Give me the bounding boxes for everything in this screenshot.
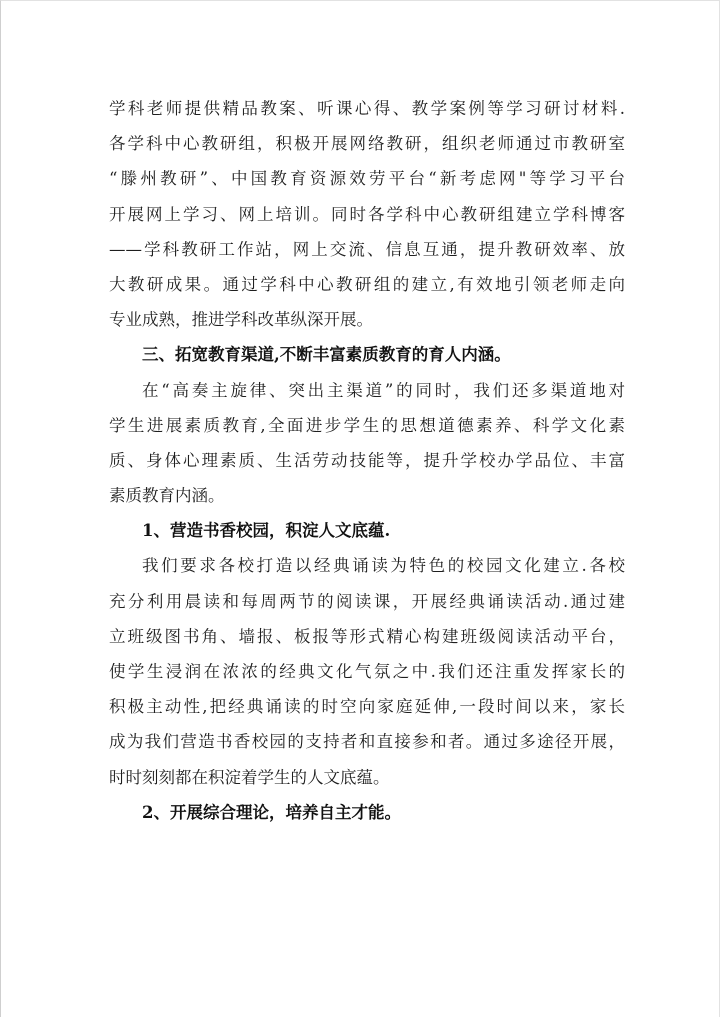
text-line: 成为我们营造书香校园的支持者和直接参和者。通过多途径开展， [109, 732, 625, 752]
text-line: 大教研成果。通过学科中心教研组的建立,有效地引领老师走向 [109, 274, 625, 294]
text-line: 积极主动性,把经典诵读的时空向家庭延伸,一段时间以来，家长 [109, 697, 625, 717]
text-line: 时时刻刻都在积淀着学生的人文底蕴。 [109, 767, 390, 787]
section-heading: 2、开展综合理论，培养自主才能。 [142, 802, 401, 822]
text-line: 专业成熟，推进学科改革纵深开展。 [109, 310, 373, 330]
text-line: 充分利用晨读和每周两节的阅读课，开展经典诵读活动.通过建 [109, 591, 625, 611]
text-line: 学生进展素质教育,全面进步学生的思想道德素养、科学文化素 [109, 415, 625, 435]
text-line: 素质教育内涵。 [109, 486, 225, 506]
text-line: 质、身体心理素质、生活劳动技能等，提升学校办学品位、丰富 [109, 450, 625, 470]
text-line: 立班级图书角、墙报、板报等形式精心构建班级阅读活动平台， [109, 626, 625, 646]
text-line: 学科老师提供精品教案、听课心得、教学案例等学习研讨材料. [109, 99, 625, 118]
text-line: 在“高奏主旋律、突出主渠道”的同时，我们还多渠道地对 [142, 380, 625, 400]
text-line: 使学生浸润在浓浓的经典文化气氛之中.我们还注重发挥家长的 [109, 662, 625, 681]
text-line: 各学科中心教研组，积极开展网络教研，组织老师通过市教研室 [109, 134, 625, 154]
section-heading: 1、营造书香校园，积淀人文底蕴. [142, 521, 391, 541]
section-heading: 三、拓宽教育渠道,不断丰富素质教育的育人内涵。 [142, 345, 511, 365]
document-body [109, 91, 625, 830]
text-line: ——学科教研工作站，网上交流、信息互通，提升教研效率、放 [109, 239, 625, 259]
text-line: 我们要求各校打造以经典诵读为特色的校园文化建立.各校 [142, 556, 625, 576]
text-line: 开展网上学习、网上培训。同时各学科中心教研组建立学科博客 [109, 204, 625, 224]
text-line: “滕州教研”、中国教育资源效劳平台“新考虑网"等学习平台 [109, 169, 625, 189]
